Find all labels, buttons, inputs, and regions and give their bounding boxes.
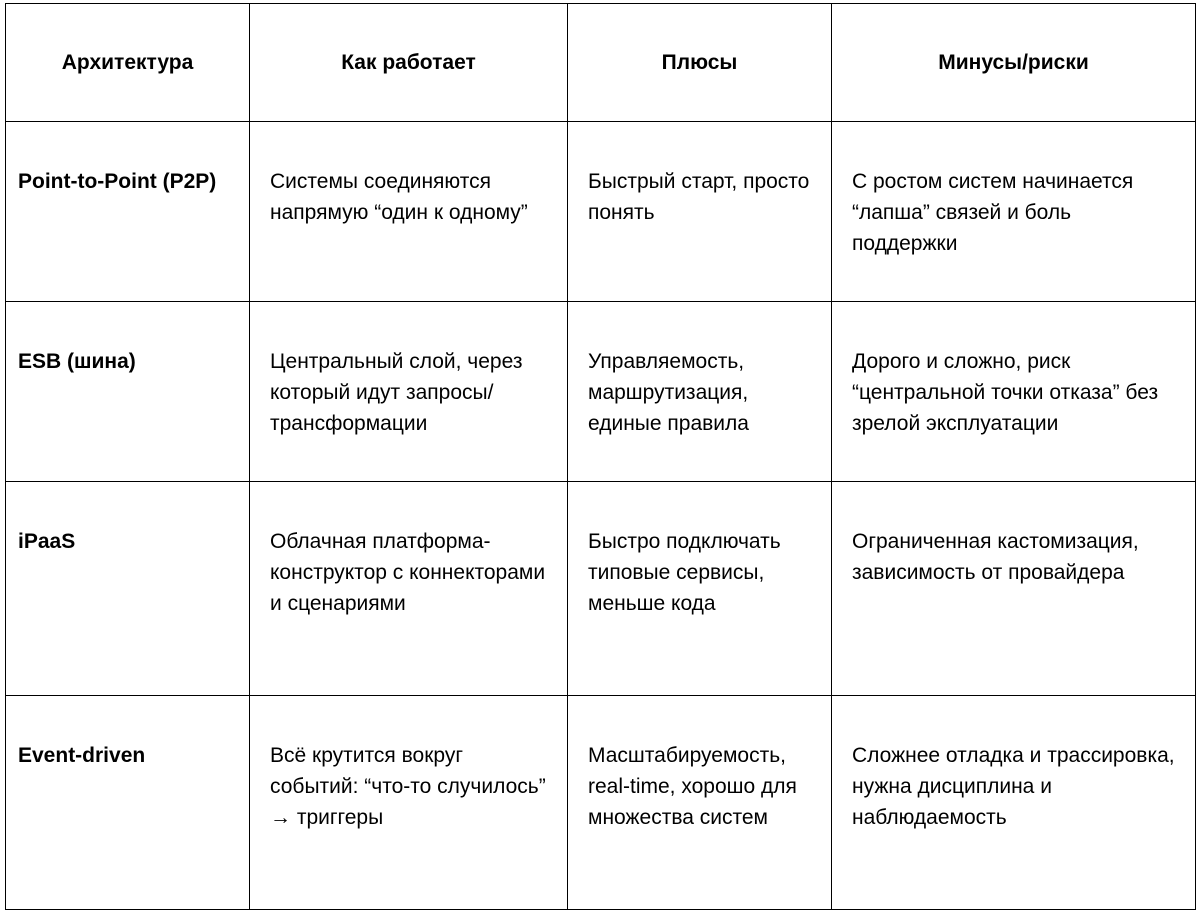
- cell-pros: Управляемость, маршрутизация, единые правила: [568, 302, 832, 482]
- cell-how-it-works: Облачная платформа-конструктор с коннекторами и сценариями: [250, 482, 568, 696]
- architecture-comparison-table: [5, 3, 1196, 910]
- cell-cons-risks: Ограниченная кастомизация, зависимость от провайдера: [832, 482, 1196, 696]
- cell-how-it-works: Центральный слой, через который идут запросы/трансформации: [250, 302, 568, 482]
- cell-pros: Быстро подключать типовые сервисы, меньше кода: [568, 482, 832, 696]
- header-cons-risks: Минусы/риски: [832, 4, 1196, 122]
- table-row: [6, 696, 1196, 910]
- header-how-it-works: Как работает: [250, 4, 568, 122]
- cell-cons-risks: Дорого и сложно, риск “центральной точки отказа” без зрелой эксплуатации: [832, 302, 1196, 482]
- table-row: [6, 122, 1196, 302]
- cell-architecture: Event-driven: [6, 696, 250, 910]
- cell-pros: Масштабируемость, real-time, хорошо для множества систем: [568, 696, 832, 910]
- cell-architecture: iPaaS: [6, 482, 250, 696]
- cell-cons-risks: С ростом систем начинается “лапша” связей и боль поддержки: [832, 122, 1196, 302]
- table-row: [6, 302, 1196, 482]
- header-pros: Плюсы: [568, 4, 832, 122]
- cell-how-it-works: Всё крутится вокруг событий: “что-то случилось” → триггеры: [250, 696, 568, 910]
- cell-architecture: ESB (шина): [6, 302, 250, 482]
- cell-cons-risks: Сложнее отладка и трассировка, нужна дисциплина и наблюдаемость: [832, 696, 1196, 910]
- cell-architecture: Point-to-Point (P2P): [6, 122, 250, 302]
- cell-pros: Быстрый старт, просто понять: [568, 122, 832, 302]
- table-row: [6, 482, 1196, 696]
- table-header-row: [6, 4, 1196, 122]
- cell-how-it-works: Системы соединяются напрямую “один к одному”: [250, 122, 568, 302]
- comparison-table-container: [5, 3, 1196, 910]
- header-architecture: Архитектура: [6, 4, 250, 122]
